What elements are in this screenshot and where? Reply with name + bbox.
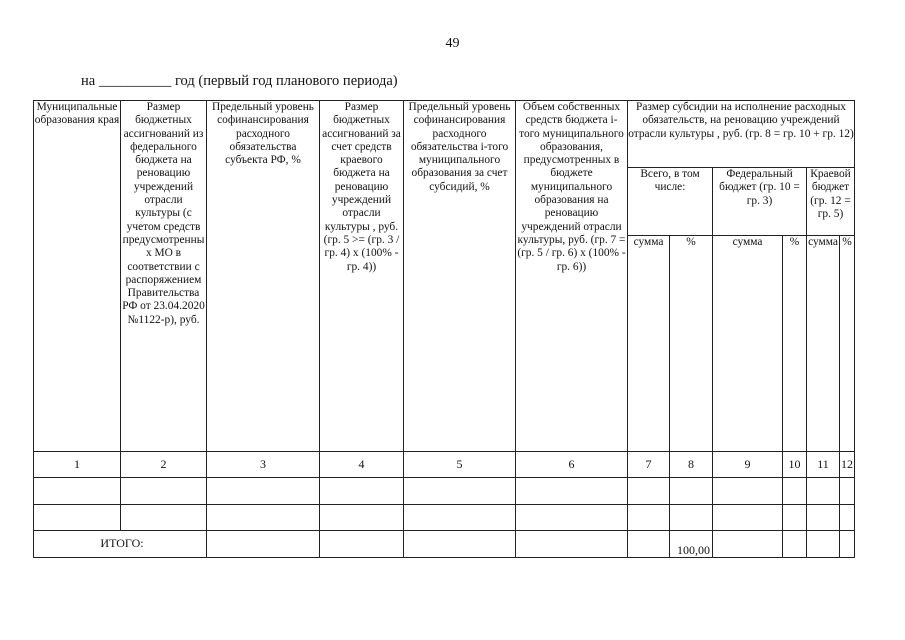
table-cell[interactable] [404,478,516,505]
header-municipal-cofinancing-level: Предельный уровень софинансирования расходного обязательства i-того муниципального образования за счет субсидий, % [404,101,516,452]
table-cell[interactable] [516,531,628,558]
table-cell[interactable] [516,505,628,531]
column-number: 1 [34,452,121,478]
table-cell[interactable] [713,505,783,531]
table-cell[interactable] [207,478,320,505]
column-number: 11 [807,452,840,478]
table-cell[interactable] [628,531,670,558]
header-sum-federal: сумма [713,236,783,452]
table-cell[interactable] [807,531,840,558]
table-cell[interactable] [840,505,855,531]
total-row [34,531,855,558]
table-cell[interactable] [404,505,516,531]
header-percent-total: % [670,236,713,452]
header-percent-regional: % [840,236,855,452]
table-cell[interactable] [713,478,783,505]
header-total-including: Всего, в том числе: [628,168,713,236]
column-number: 6 [516,452,628,478]
table-row [34,505,855,531]
table-cell[interactable] [404,531,516,558]
table-cell[interactable] [207,505,320,531]
page-number: 49 [445,36,460,51]
table-cell[interactable] [34,505,121,531]
column-number: 3 [207,452,320,478]
header-subsidy-group: Размер субсидии на исполнение расходных обязательств, на реновацию учреждений отрасли культуры , руб. (гр. 8 = гр. 10 + гр. 12) [628,101,855,168]
header-sum-regional: сумма [807,236,840,452]
header-federal-allocations: Размер бюджетных ассигнований из федерального бюджета на реновацию учреждений отрасли культуры (с учетом средств предусмотренных МО в соответствии с распоряжением Правительства РФ от 23.04.2020 №1122-р), руб. [121,101,207,452]
column-number: 4 [320,452,404,478]
table-cell[interactable] [670,505,713,531]
table-cell[interactable] [320,505,404,531]
header-percent-federal: % [783,236,807,452]
table-subtitle: на __________ год (первый год планового периода) [81,73,398,89]
column-number: 8 [670,452,713,478]
table-cell[interactable] [783,478,807,505]
column-number: 12 [840,452,855,478]
table-cell[interactable] [783,531,807,558]
table-cell[interactable] [121,505,207,531]
header-federal-budget: Федеральный бюджет (гр. 10 = гр. 3) [713,168,807,236]
table-cell[interactable] [807,478,840,505]
table-cell[interactable] [121,478,207,505]
header-sum-total: сумма [628,236,670,452]
header-regional-budget: Краевой бюджет (гр. 12 = гр. 5) [807,168,855,236]
total-label: ИТОГО: [34,531,207,558]
table-cell[interactable] [207,531,320,558]
total-percent-value: 100,00 [670,531,713,558]
table-row [34,478,855,505]
column-number: 10 [783,452,807,478]
subsidy-table [33,100,855,558]
header-municipalities: Муниципальные образования края [34,101,121,452]
table-cell[interactable] [628,478,670,505]
table-cell[interactable] [807,505,840,531]
table-cell[interactable] [840,531,855,558]
table-cell[interactable] [320,478,404,505]
table-cell[interactable] [840,478,855,505]
column-number: 5 [404,452,516,478]
table-cell[interactable] [713,531,783,558]
table-cell[interactable] [516,478,628,505]
header-own-funds: Объем собственных средств бюджета i-того муниципального образования, предусмотренных в бюджете муниципального образования на реновацию учреждений отрасли культуры, руб. (гр. 7 = (гр. 5 / гр. 6) х (100% - гр. 6)) [516,101,628,452]
column-number: 9 [713,452,783,478]
column-number: 7 [628,452,670,478]
column-number: 2 [121,452,207,478]
table-cell[interactable] [670,478,713,505]
table-cell[interactable] [783,505,807,531]
column-number-row [34,452,855,478]
table-cell[interactable] [628,505,670,531]
header-subject-cofinancing-level: Предельный уровень софинансирования расходного обязательства субъекта РФ, % [207,101,320,452]
header-regional-allocations: Размер бюджетных ассигнований за счет средств краевого бюджета на реновацию учреждений отрасли культуры , руб. (гр. 5 >= (гр. 3 / гр. 4) х (100% - гр. 4)) [320,101,404,452]
table-cell[interactable] [320,531,404,558]
table-cell[interactable] [34,478,121,505]
